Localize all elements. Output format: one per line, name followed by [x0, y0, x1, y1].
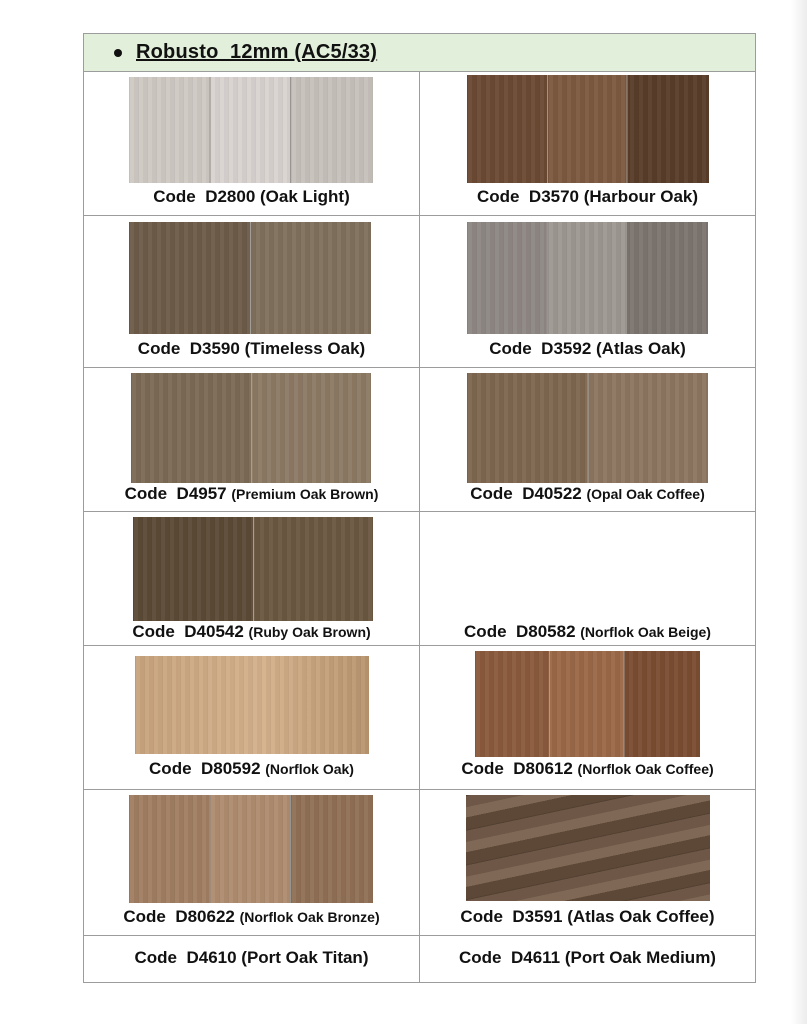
product-label	[420, 187, 755, 207]
sheet-title: Robusto 12mm (AC5/33)	[136, 41, 378, 63]
page-edge-shadow	[791, 0, 807, 1024]
product-cell	[84, 790, 420, 936]
product-name: (Oak Light)	[260, 187, 350, 206]
product-name: (Opal Oak Coffee)	[586, 486, 705, 502]
wood-swatch-image	[467, 222, 708, 334]
wood-swatch-image	[129, 77, 373, 183]
product-cell	[84, 216, 420, 368]
product-name: (Norflok Oak Beige)	[580, 624, 711, 640]
product-cell	[420, 368, 755, 512]
product-cell	[420, 790, 755, 936]
product-cell	[420, 646, 755, 790]
product-code: Code D4610	[134, 948, 242, 967]
product-label	[84, 187, 419, 207]
product-code: Code D80612	[461, 759, 578, 778]
product-code: Code D40542	[132, 622, 249, 641]
product-label	[84, 622, 419, 642]
product-cell	[420, 216, 755, 368]
wood-swatch-image	[466, 795, 710, 901]
wood-swatch-image	[129, 222, 371, 334]
product-label	[84, 339, 419, 359]
product-label	[420, 622, 755, 642]
product-code: Code D3570	[476, 187, 584, 206]
wood-swatch-image	[135, 656, 369, 754]
product-code: Code D3591	[460, 907, 568, 926]
product-label	[84, 484, 419, 504]
sheet-header	[84, 34, 755, 72]
product-code: Code D2800	[153, 187, 261, 206]
product-label	[420, 907, 755, 927]
product-name: (Atlas Oak)	[596, 339, 686, 358]
product-cell	[84, 72, 420, 216]
product-name: (Atlas Oak Coffee)	[567, 907, 715, 926]
product-code: Code D80622	[123, 907, 240, 926]
product-label	[84, 948, 419, 968]
product-sheet	[83, 33, 756, 983]
product-grid	[84, 72, 755, 982]
wood-swatch-image	[475, 651, 700, 757]
wood-swatch-image	[131, 373, 371, 483]
product-cell	[420, 936, 755, 982]
product-name: (Premium Oak Brown)	[231, 486, 379, 502]
product-code: Code D80582	[464, 622, 581, 641]
product-code: Code D3590	[137, 339, 245, 358]
product-name: (Port Oak Titan)	[241, 948, 369, 967]
wood-swatch-image	[133, 517, 373, 621]
wood-swatch-image	[467, 75, 709, 183]
product-code: Code D4611	[459, 948, 565, 967]
wood-swatch-image	[129, 795, 373, 903]
product-code: Code D40522	[470, 484, 587, 503]
product-name: (Ruby Oak Brown)	[248, 624, 371, 640]
product-label	[84, 759, 419, 779]
product-name: (Norflok Oak Coffee)	[577, 761, 714, 777]
bullet-icon	[114, 49, 122, 57]
product-label	[420, 948, 755, 968]
product-code: Code D4957	[124, 484, 232, 503]
product-cell	[420, 72, 755, 216]
product-cell	[420, 512, 755, 646]
product-label	[84, 907, 419, 927]
product-label	[420, 484, 755, 504]
product-name: (Timeless Oak)	[244, 339, 366, 358]
product-code: Code D3592	[489, 339, 596, 358]
product-name: (Port Oak Medium)	[564, 948, 716, 967]
product-cell	[84, 368, 420, 512]
wood-swatch-image	[475, 517, 703, 621]
product-cell	[84, 646, 420, 790]
product-label	[420, 339, 755, 359]
product-cell	[84, 936, 420, 982]
product-label	[420, 759, 755, 779]
product-code: Code D80592	[149, 759, 266, 778]
wood-swatch-image	[467, 373, 708, 483]
product-cell	[84, 512, 420, 646]
product-name: (Norflok Oak)	[265, 761, 354, 777]
product-name: (Harbour Oak)	[583, 187, 699, 206]
product-name: (Norflok Oak Bronze)	[239, 909, 380, 925]
